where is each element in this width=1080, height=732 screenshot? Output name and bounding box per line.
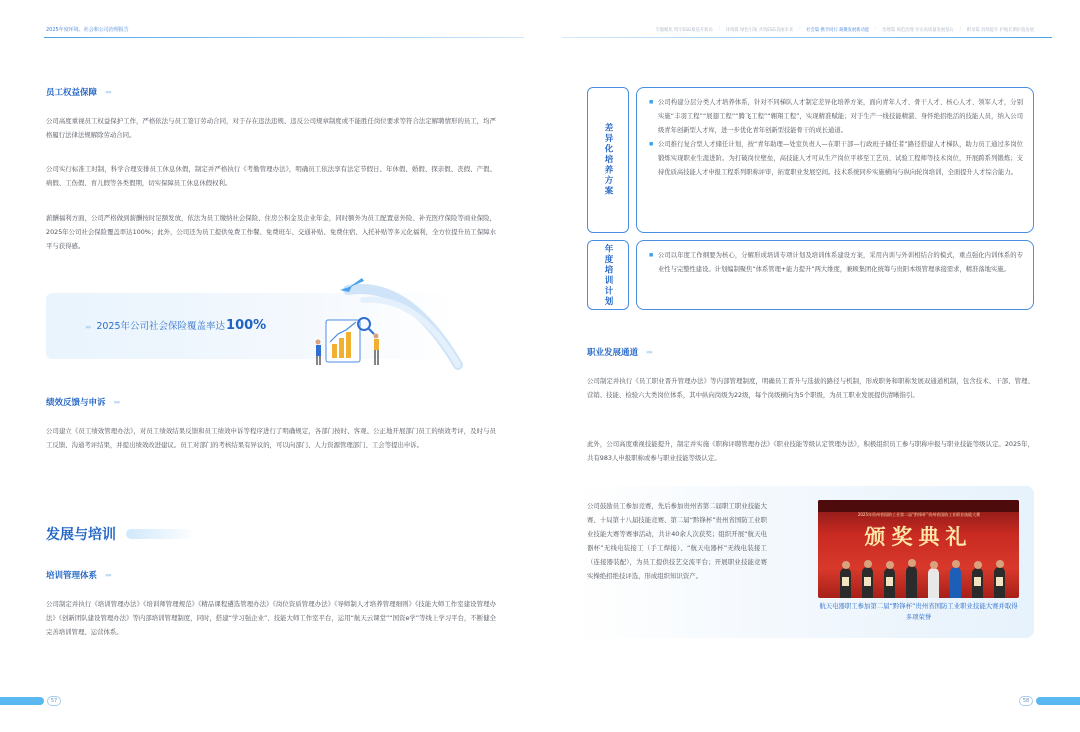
report-title-header: 2025年度环境、社会和公司治理报告 — [46, 27, 129, 33]
section-title-text: 员工权益保障 — [46, 88, 98, 98]
growth-chart-illustration-icon — [308, 270, 468, 370]
person-head — [886, 561, 894, 569]
chapter-title — [46, 524, 196, 544]
person-head — [974, 561, 982, 569]
certificate — [974, 577, 981, 586]
double-arrow-icon: »» — [646, 348, 652, 356]
box-label-text: 年度培训计划 — [603, 243, 613, 307]
nav-item[interactable]: 附录篇 持续提升 护航长期价值发展 — [966, 28, 1034, 33]
nav-item[interactable]: 专题聚焦 筑牢ESG根基开新局 — [655, 28, 713, 33]
stat-label: 2025年公司社会保险覆盖率达 — [96, 321, 226, 332]
section-title-performance — [46, 396, 119, 408]
stat-banner-text — [85, 318, 266, 333]
nav-item-active[interactable]: 社会篇 携手同行 凝聚发展新动能 — [806, 28, 870, 33]
person-head — [864, 560, 872, 568]
paragraph: 公司制定并执行《员工职业晋升管理办法》等内部管理制度，明确员工晋升与选拔的路径与机制，形成职务和职称发展双通道机制，包含技术、干部、管理、营销、技能、检验六大类岗位体系，其中纵向岗级为22级，每个岗级横向为5个职级，为员工职业发展提供清晰指引。 — [587, 377, 1034, 399]
person-figure — [928, 568, 939, 598]
double-arrow-icon: »» — [113, 398, 120, 406]
nav-separator: ⫶ — [959, 27, 961, 32]
paragraph: 公司建立《员工绩效管理办法》，对员工绩效结果反馈和员工绩效申诉等程序进行了明确规定，各部门按时、客观、公正地开展部门员工的绩效考评，及时与员工反馈、沟通考评结果，并提出绩效改进建议。员工对部门的考核结果有异议的，可以向部门、人力资源管理部门、工会等提出申诉。 — [46, 427, 496, 449]
header-divider — [44, 37, 524, 38]
paragraph: 薪酬福利方面，公司严格做到薪酬按时足额发放，依法为员工缴纳社会保险、住房公积金及企业年金，同时额外为员工配置意外险、补充医疗保险等商业保险，2025年公司社会保险覆盖率达100%；此外，公司还为员工提供免费工作餐、免费班车、交通补贴、免费住宿、入托补贴等多元化福利，全方位提升员工保障水平与获得感。 — [46, 214, 496, 250]
stat-value: 100% — [226, 318, 267, 333]
certificate — [886, 577, 893, 586]
person-head — [930, 561, 938, 569]
photo-top-bar — [818, 500, 1019, 512]
page-number: 58 — [1019, 696, 1033, 706]
paragraph: 公司制定并执行《培训管理办法》《培训师管理规范》《精品课程遴选管理办法》《岗位资质管理办法》《导师制人才培养管理细则》《技能大师工作室建设管理办法》《创新团队建设管理办法》等内部培训管理制度，同时，搭建“学习强企业”、技能大师工作室平台，运用“航天云课堂”“国资e学”等线上学习平台，不断健全完善培训管理、运营体系。 — [46, 600, 496, 636]
list-item: ■ 公司以年度工作纲要为核心，分解形成培训专项计划及培训体系建设方案，采用内训与外训相结合的模式，重点强化内训体系的专业性与完整性建设。计划编制聚焦“体系管理+能力提升”两大维度，兼顾集团化统筹与贵阳本级管理承接需求，精准落地实施。 — [649, 249, 1023, 277]
person-figure — [906, 566, 917, 598]
person-figure — [950, 567, 961, 598]
nav-item[interactable]: 环境篇 绿色引领 共筑ESG美丽未来 — [725, 28, 794, 33]
section-title-text: 培训管理体系 — [46, 571, 98, 581]
photo-caption: 航天电器职工参加第二届“黔锋杯”贵州省国防工业职业技能大赛并取得多项荣誉 — [819, 602, 1018, 621]
nav-item[interactable]: 治理篇 规范治理 夯实高质量发展基石 — [882, 28, 954, 33]
person-head — [996, 560, 1004, 568]
list-item: ■ 公司构建分层分类人才培养体系，针对不同梯队人才制定差异化培养方案，面向青年人才、骨干人才、核心人才、领军人才，分别实施“丰羽工程”“展翅工程”“腾飞工程”“翱翔工程”，实现精准赋能；对于生产一线技能精湛、身怀绝招绝活的技能人员，纳入公司级青年创新型人才库，进一步优化青年创新型技能骨干的成长通道。 — [649, 96, 1023, 138]
differentiated-plan-box — [636, 87, 1034, 233]
list-item: ■ 公司推行复合型人才储任计划，按“青年助理—处室负责人—在职干部—行政班子储任者”路径搭建人才梯队，助力员工通过多岗位锻炼实现职业生涯进阶。为打破岗位壁垒，高技能人才可从生产岗位平移至工艺员、试验工程师等技术岗位，开展跨系列锻炼；支持优质高技能人才申报工程系列职称评审，拓宽职业发展空间。技术系统同步实施横向与纵向轮岗培训，全面提升人才综合能力。 — [649, 138, 1023, 180]
certificate — [842, 577, 849, 586]
paragraph: 公司实行标准工时制，科学合理安排员工休息休假，制定并严格执行《考勤管理办法》，明确员工依法享有法定节假日、年休假、婚假、探亲假、丧假、产假、病假、工伤假、育儿假等各类假期，切实保障员工休息休假权利。 — [46, 165, 496, 187]
footer-bar — [1036, 697, 1080, 705]
photo-banner-title: 颁奖典礼 — [864, 524, 973, 549]
double-arrow-icon: »» — [105, 88, 111, 96]
certificate — [996, 577, 1003, 586]
header-divider — [562, 37, 1052, 38]
chapter-nav — [655, 27, 1034, 33]
box-label-differentiated-plan — [587, 87, 629, 233]
paragraph: 公司鼓励员工参加竞赛，先后参加贵州省第二届职工职业技能大赛、十局第十八届技能竞赛、第二届“黔锋杯”贵州省国防工业职业技能大赛等赛事活动，共计40余人次获奖；组织开展“航天电器杯”无线电装接工（手工焊接）、“航天电器杯”无线电装接工（连接器装配），为员工提供技艺交流平台；开展职业技能竞赛实操绝招绝技评选，形成组织知识资产。 — [587, 502, 767, 580]
annual-plan-box — [636, 240, 1034, 310]
box-label-text: 差异化培养方案 — [603, 123, 613, 197]
footer-bar — [0, 697, 44, 705]
box-label-annual-plan — [587, 240, 629, 310]
section-title-employee-rights — [46, 86, 111, 98]
chapter-title-text: 发展与培训 — [46, 527, 116, 543]
paragraph: 此外，公司高度重视技能提升，制定并实施《职称评聘管理办法》《职业技能等级认定管理办法》，积极组织员工参与职称申报与职业技能等级认定。2025年，共有983人申报职称或参与职业技能等级认定。 — [587, 440, 1034, 462]
nav-separator: ⫶ — [799, 27, 801, 32]
paragraph: 公司高度重视员工权益保护工作，严格依法与员工签订劳动合同，对于存在违法违规、违反公司规章制度或不能胜任岗位要求等符合法定解聘情形的员工，均严格履行法律法规解除劳动合同。 — [46, 117, 496, 139]
award-ceremony-photo — [818, 500, 1019, 598]
double-arrow-icon: »» — [105, 571, 111, 579]
section-title-text: 绩效反馈与申诉 — [46, 398, 106, 408]
double-arrow-icon: »» — [85, 324, 91, 331]
nav-separator: ⫶ — [875, 27, 877, 32]
section-title-training — [46, 569, 111, 581]
person-head — [842, 561, 850, 569]
title-decoration — [126, 529, 196, 539]
person-head — [952, 560, 960, 568]
nav-separator: ⫶ — [718, 27, 720, 32]
page-number: 57 — [47, 696, 61, 706]
section-title-career — [587, 346, 652, 358]
photo-banner-text: 2025年贵州省国防工业第二届“黔锋杯”贵州省国防工业职业技能大赛 — [857, 512, 981, 517]
person-head — [908, 559, 916, 567]
certificate — [864, 577, 871, 586]
section-title-text: 职业发展通道 — [587, 348, 639, 358]
